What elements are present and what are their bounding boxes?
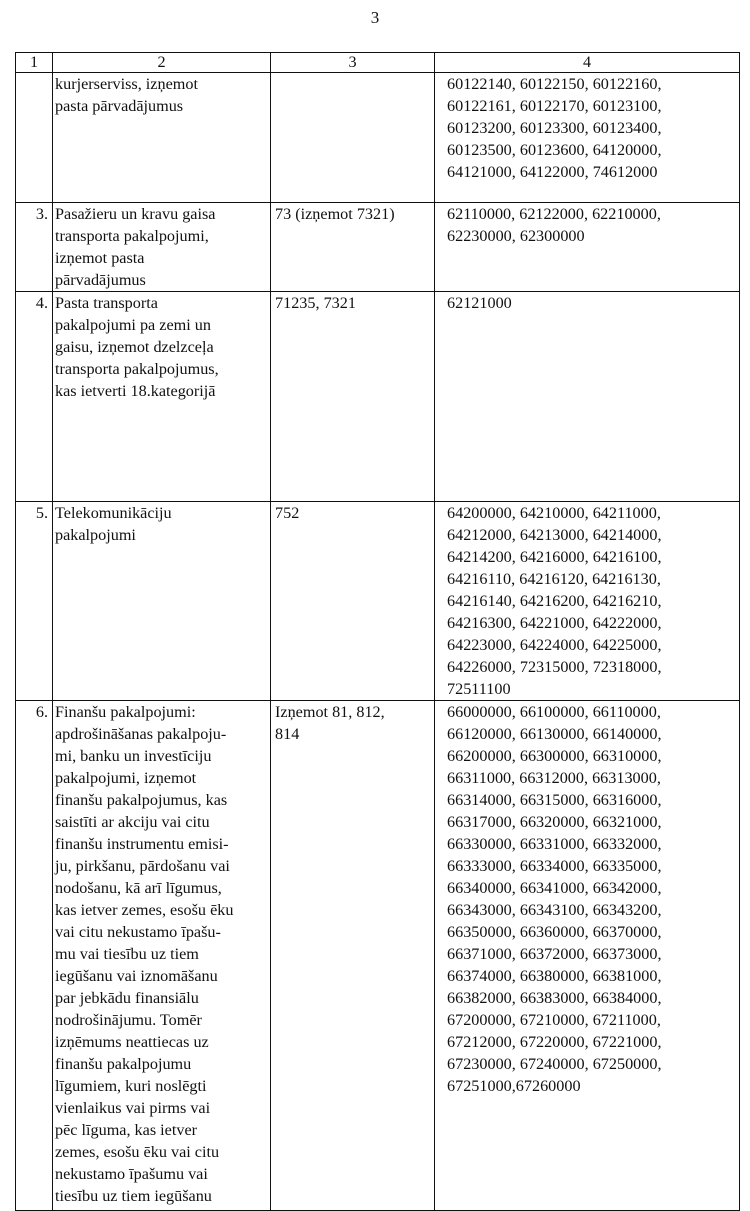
table-row bbox=[16, 73, 740, 203]
cpv-codes bbox=[435, 73, 740, 203]
service-description-line: Telekomunikāciju bbox=[55, 504, 172, 522]
row-number bbox=[16, 73, 53, 203]
page-number: 3 bbox=[370, 8, 380, 27]
service-description bbox=[53, 292, 271, 502]
table-row bbox=[16, 203, 740, 292]
service-description-line: izņemot pasta bbox=[55, 249, 145, 267]
cpv-codes-line: 66371000, 66372000, 66373000, bbox=[447, 945, 662, 963]
cpc-code-line: 71235, 7321 bbox=[275, 294, 356, 312]
cpv-codes-line: 64214200, 64216000, 64216100, bbox=[447, 548, 662, 566]
service-description-line: vienlaikus vai pirms vai bbox=[55, 1099, 211, 1117]
classification-table bbox=[15, 52, 740, 1211]
service-description-line: transporta pakalpojumus, bbox=[55, 360, 219, 378]
cpv-codes-line: 66343000, 66343100, 66343200, bbox=[447, 901, 662, 919]
cpv-codes-line: 66317000, 66320000, 66321000, bbox=[447, 813, 662, 831]
cpv-codes-line: 64223000, 64224000, 64225000, bbox=[447, 636, 662, 654]
service-description-line: gaisu, izņemot dzelzceļa bbox=[55, 338, 214, 356]
cpv-codes-line: 66330000, 66331000, 66332000, bbox=[447, 835, 662, 853]
cpv-codes-line: 64226000, 72315000, 72318000, bbox=[447, 658, 662, 676]
cpv-codes-line: 66120000, 66130000, 66140000, bbox=[447, 725, 662, 743]
cpv-codes-line: 67230000, 67240000, 67250000, bbox=[447, 1055, 662, 1073]
cpv-codes-line: 64121000, 64122000, 74612000 bbox=[447, 163, 658, 181]
service-description-line: finanšu pakalpojumus, kas bbox=[55, 791, 228, 809]
service-description-line: pakalpojumi pa zemi un bbox=[55, 316, 211, 334]
cpv-codes bbox=[435, 203, 740, 292]
service-description-line: iegūšanu vai iznomāšanu bbox=[55, 967, 218, 985]
cpv-codes-line: 60123500, 60123600, 64120000, bbox=[447, 141, 662, 159]
cpv-codes-line: 64216140, 64216200, 64216210, bbox=[447, 592, 662, 610]
service-description-line: kas ietverti 18.kategorijā bbox=[55, 382, 216, 400]
cpc-code bbox=[271, 502, 435, 701]
cpc-code-line: Izņemot 81, 812, bbox=[275, 703, 385, 721]
service-description-line: saistīti ar akciju vai citu bbox=[55, 813, 210, 831]
header-col-3: 3 bbox=[271, 53, 435, 73]
cpv-codes-line: 64216110, 64216120, 64216130, bbox=[447, 570, 661, 588]
row-number: 4. bbox=[16, 292, 53, 502]
service-description-line: mi, banku un investīciju bbox=[55, 747, 212, 765]
cpv-codes-line: 60122161, 60122170, 60123100, bbox=[447, 97, 662, 115]
service-description-line: vai citu nekustamo īpašu- bbox=[55, 923, 221, 941]
service-description-line: izņēmums neattiecas uz bbox=[55, 1033, 209, 1051]
service-description-line: finanšu pakalpojumu bbox=[55, 1055, 192, 1073]
service-description-line: kurjerserviss, izņemot bbox=[55, 75, 198, 93]
service-description-line: nekustamo īpašumu vai bbox=[55, 1165, 208, 1183]
cpv-codes-line: 66000000, 66100000, 66110000, bbox=[447, 703, 661, 721]
service-description-line: apdrošināšanas pakalpoju- bbox=[55, 725, 227, 743]
cpv-codes-line: 62230000, 62300000 bbox=[447, 227, 585, 245]
service-description-line: par jebkādu finansiālu bbox=[55, 989, 199, 1007]
service-description-line: pasta pārvadājumus bbox=[55, 97, 184, 115]
table-row bbox=[16, 502, 740, 701]
cpc-code bbox=[271, 292, 435, 502]
service-description-line: nodošanu, kā arī līgumus, bbox=[55, 879, 222, 897]
header-col-4: 4 bbox=[435, 53, 740, 73]
header-row bbox=[16, 53, 740, 73]
service-description bbox=[53, 701, 271, 1211]
cpc-code-line: 73 (izņemot 7321) bbox=[275, 205, 395, 223]
cpv-codes bbox=[435, 292, 740, 502]
table-row bbox=[16, 292, 740, 502]
service-description bbox=[53, 203, 271, 292]
row-number: 3. bbox=[16, 203, 53, 292]
cpv-codes-line: 60123200, 60123300, 60123400, bbox=[447, 119, 662, 137]
service-description-line: Pasta transporta bbox=[55, 294, 158, 312]
cpv-codes bbox=[435, 701, 740, 1211]
service-description-line: pēc līguma, kas ietver bbox=[55, 1121, 198, 1139]
row-number: 6. bbox=[16, 701, 53, 1211]
cpc-code bbox=[271, 203, 435, 292]
service-description bbox=[53, 502, 271, 701]
table-row bbox=[16, 701, 740, 1211]
service-description-line: pakalpojumi bbox=[55, 526, 136, 544]
cpv-codes-line: 64216300, 64221000, 64222000, bbox=[447, 614, 662, 632]
service-description-line: ju, pirkšanu, pārdošanu vai bbox=[55, 857, 230, 875]
service-description bbox=[53, 73, 271, 203]
cpv-codes-line: 66333000, 66334000, 66335000, bbox=[447, 857, 662, 875]
cpv-codes-line: 66311000, 66312000, 66313000, bbox=[447, 769, 661, 787]
cpv-codes-line: 64212000, 64213000, 64214000, bbox=[447, 526, 662, 544]
header-col-1: 1 bbox=[16, 53, 53, 73]
service-description-line: pakalpojumi, izņemot bbox=[55, 769, 197, 787]
header-col-2: 2 bbox=[53, 53, 271, 73]
service-description-line: mu vai tiesību uz tiem bbox=[55, 945, 199, 963]
service-description-line: finanšu instrumentu emisi- bbox=[55, 835, 229, 853]
service-description-line: nodrošinājumu. Tomēr bbox=[55, 1011, 202, 1029]
cpv-codes-line: 72511100 bbox=[447, 680, 511, 698]
cpv-codes-line: 62110000, 62122000, 62210000, bbox=[447, 205, 661, 223]
cpv-codes bbox=[435, 502, 740, 701]
cpv-codes-line: 67200000, 67210000, 67211000, bbox=[447, 1011, 661, 1029]
service-description-line: līgumiem, kuri noslēgti bbox=[55, 1077, 207, 1095]
service-description-line: pārvadājumus bbox=[55, 271, 146, 289]
cpv-codes-line: 66340000, 66341000, 66342000, bbox=[447, 879, 662, 897]
service-description-line: tiesību uz tiem iegūšanu bbox=[55, 1187, 212, 1205]
cpc-code-line: 814 bbox=[275, 725, 300, 743]
cpv-codes-line: 62121000 bbox=[447, 294, 512, 312]
cpv-codes-line: 67212000, 67220000, 67221000, bbox=[447, 1033, 662, 1051]
cpv-codes-line: 66350000, 66360000, 66370000, bbox=[447, 923, 662, 941]
cpv-codes-line: 67251000,67260000 bbox=[447, 1077, 581, 1095]
cpv-codes-line: 66382000, 66383000, 66384000, bbox=[447, 989, 662, 1007]
cpv-codes-line: 60122140, 60122150, 60122160, bbox=[447, 75, 662, 93]
cpv-codes-line: 66314000, 66315000, 66316000, bbox=[447, 791, 662, 809]
cpv-codes-line: 66200000, 66300000, 66310000, bbox=[447, 747, 662, 765]
cpv-codes-line: 64200000, 64210000, 64211000, bbox=[447, 504, 661, 522]
cpc-code bbox=[271, 701, 435, 1211]
service-description-line: kas ietver zemes, esošu ēku bbox=[55, 901, 234, 919]
service-description-line: Pasažieru un kravu gaisa bbox=[55, 205, 216, 223]
service-description-line: zemes, esošu ēku vai citu bbox=[55, 1143, 220, 1161]
row-number: 5. bbox=[16, 502, 53, 701]
service-description-line: Finanšu pakalpojumi: bbox=[55, 703, 196, 721]
cpc-code bbox=[271, 73, 435, 203]
cpv-codes-line: 66374000, 66380000, 66381000, bbox=[447, 967, 662, 985]
cpc-code-line: 752 bbox=[275, 504, 300, 522]
service-description-line: transporta pakalpojumi, bbox=[55, 227, 209, 245]
